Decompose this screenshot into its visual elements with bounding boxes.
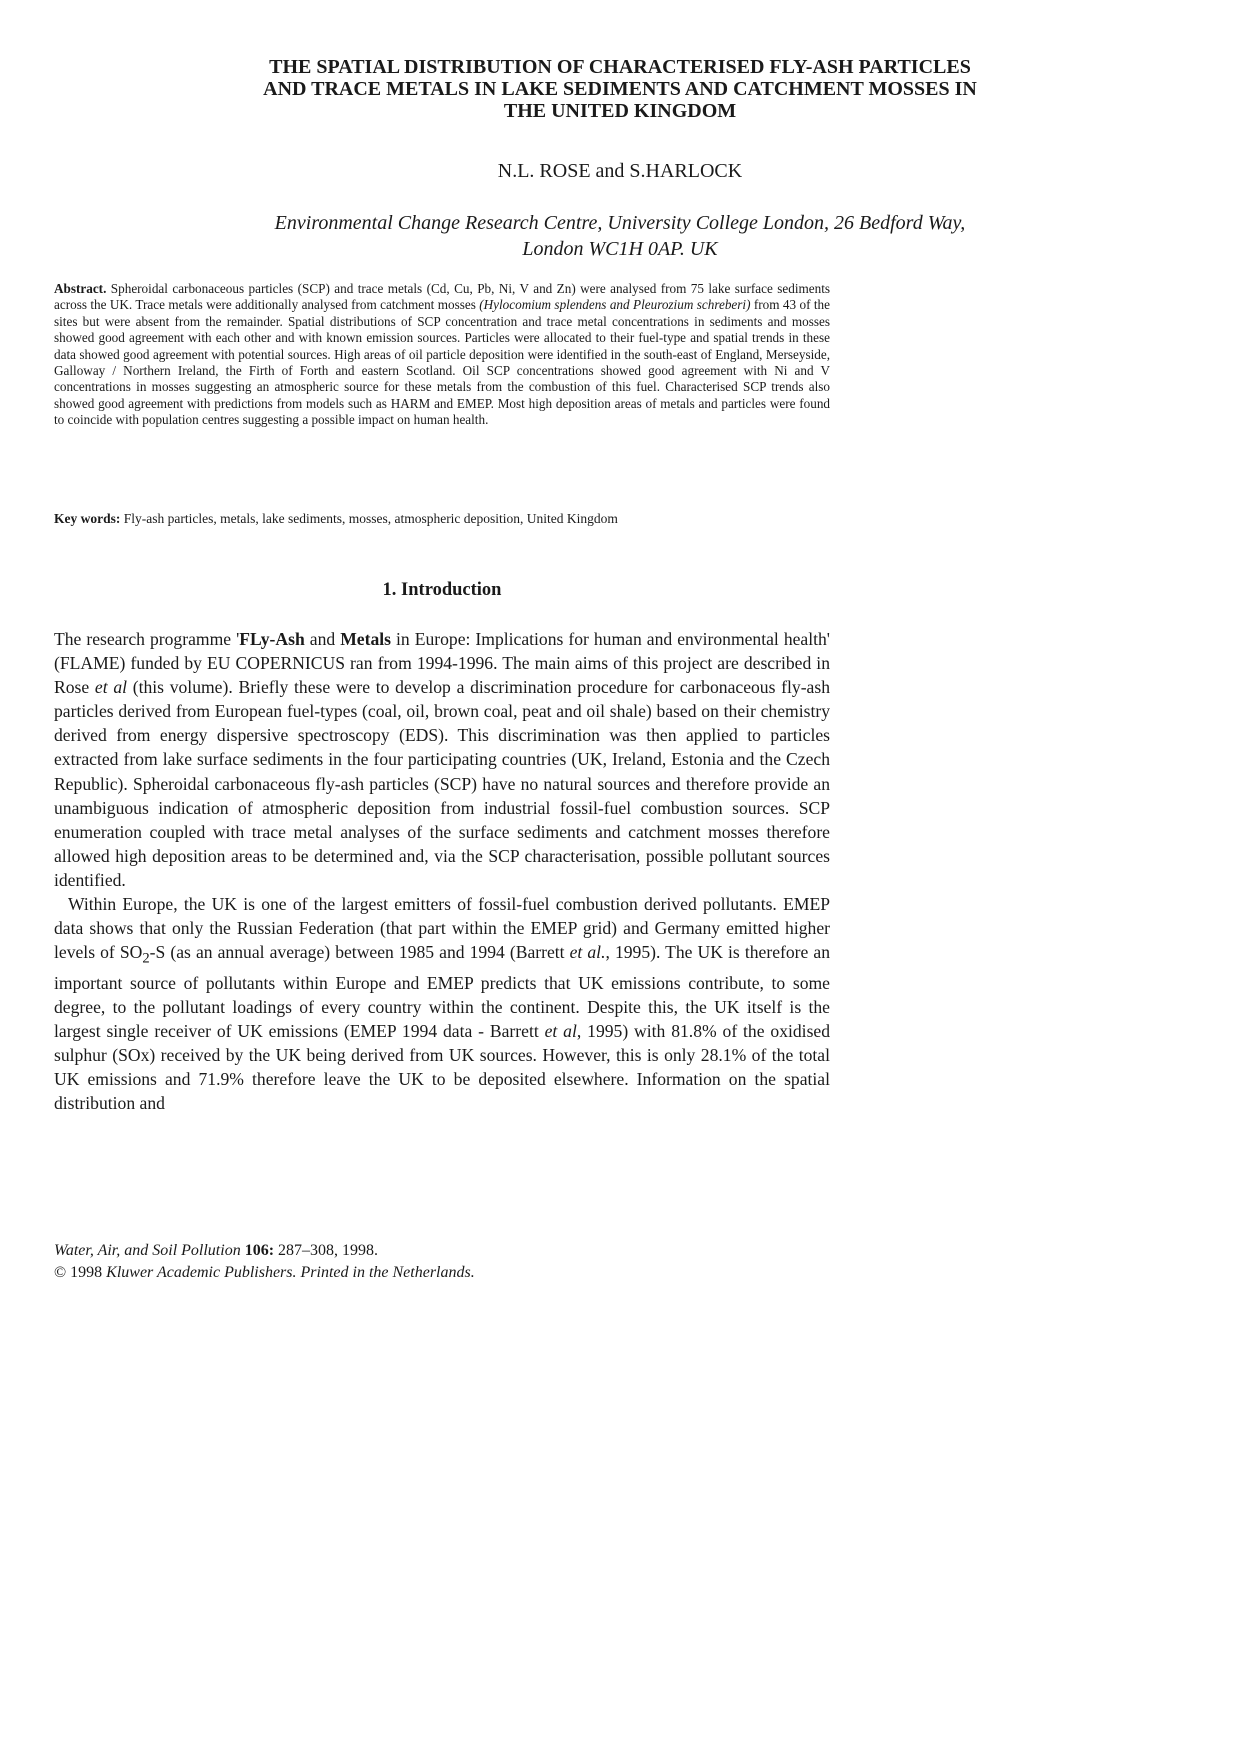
text-run: in Europe: Implications for human and environmental health' (FLAME) funded by EU COPERNICUS ran from 1994-1996. The main aims of this project are described in Rose xyxy=(54,629,830,698)
journal-name: Water, Air, and Soil Pollution xyxy=(54,1242,241,1259)
abstract-text: Spheroidal carbonaceous particles (SCP) and trace metals (Cd, Cu, Pb, Ni, V and Zn) were analysed from 75 lake surface sediments across the UK. Trace metals were additionally analysed from catchment mosses xyxy=(54,281,830,313)
authors: N.L. ROSE and S.HARLOCK xyxy=(497,160,743,182)
title-line: AND TRACE METALS IN LAKE SEDIMENTS AND CATCHMENT MOSSES IN xyxy=(263,78,977,100)
abstract-label: Abstract. xyxy=(54,281,107,296)
text-run: -S (as an annual average) between 1985 and 1994 (Barrett xyxy=(149,942,570,963)
publisher: Kluwer Academic Publishers. Printed in the Netherlands. xyxy=(106,1264,475,1281)
text-run: et al. xyxy=(569,942,606,963)
text-run: et al xyxy=(544,1021,577,1042)
text-run: FLy-Ash xyxy=(239,629,305,649)
abstract-species: (Hylocomium splendens and Pleurozium schreberi) xyxy=(479,297,751,313)
keywords-text: Fly-ash particles, metals, lake sediments, mosses, atmospheric deposition, United Kingdom xyxy=(120,511,618,526)
text-run: , 1995) with 81.8% of the oxidised sulphur (SOx) received by the UK being derived from UK sources. However, this is only 28.1% of the total UK emissions and 71.9% therefore leave the UK to be deposited elsewhere. Information on the spatial distribution and xyxy=(54,1021,831,1114)
journal-footer xyxy=(54,1240,475,1284)
volume: 106: xyxy=(244,1242,275,1259)
keywords xyxy=(54,511,830,527)
text-run: The research programme ' xyxy=(54,629,240,649)
section-heading: 1. Introduction xyxy=(382,580,502,600)
paper-title xyxy=(60,56,1180,122)
paragraph xyxy=(54,627,830,892)
text-run: et al xyxy=(94,677,128,698)
text-run: Within Europe, the UK is one of the largest emitters of fossil-fuel combustion derived pollutants. EMEP data shows that only the Russian Federation (that part within the EMEP grid) and Germany emitted higher levels of SO xyxy=(54,894,830,963)
text-run: , 1995). The UK is therefore an important source of pollutants within Europe and EMEP predicts that UK emissions contribute, to some degree, to the pollutant loadings of every country within the continent. Despite this, the UK itself is the largest single receiver of UK emissions (EMEP 1994 data - Barrett xyxy=(54,942,830,1042)
title-line: THE UNITED KINGDOM xyxy=(503,100,737,122)
copyright-line xyxy=(54,1262,475,1284)
text-run: Metals xyxy=(340,629,391,649)
text-run: (this volume). Briefly these were to develop a discrimination procedure for carbonaceous fly-ash particles derived from European fuel-types (coal, oil, brown coal, peat and oil shale) based on their chemistry derived from energy dispersive spectroscopy (EDS). This discrimination was then applied to particles extracted from lake surface sediments in the four participating countries (UK, Ireland, Estonia and the Czech Republic). Spheroidal carbonaceous fly-ash particles (SCP) have no natural sources and therefore provide an unambiguous indication of atmospheric deposition from industrial fossil-fuel combustion sources. SCP enumeration coupled with trace metal analyses of the surface sediments and catchment mosses therefore allowed high deposition areas to be determined and, via the SCP characterisation, possible pollutant sources identified. xyxy=(54,677,831,890)
pages: 287–308, 1998. xyxy=(274,1242,379,1259)
affiliation-line: London WC1H 0AP. UK xyxy=(522,238,718,260)
affiliation xyxy=(60,210,1180,262)
body-text xyxy=(54,627,830,1115)
text-run: and xyxy=(304,629,341,649)
affiliation-line: Environmental Change Research Centre, University College London, 26 Bedford Way, xyxy=(274,212,966,234)
abstract xyxy=(54,281,830,429)
keywords-label: Key words: xyxy=(54,511,121,526)
paragraph xyxy=(54,892,830,1115)
title-line: THE SPATIAL DISTRIBUTION OF CHARACTERISED FLY-ASH PARTICLES xyxy=(269,56,971,78)
copyright: © 1998 xyxy=(54,1264,107,1281)
citation-line xyxy=(54,1240,475,1262)
text-run: 2 xyxy=(142,950,150,967)
abstract-text: from 43 of the sites but were absent from the remainder. Spatial distributions of SCP concentration and trace metal concentrations in sediments and mosses showed good agreement with each other and with known emission sources. Particles were allocated to their fuel-type and spatial trends in these data showed good agreement with potential sources. High areas of oil particle deposition were identified in the south-east of England, Merseyside, Galloway / Northern Ireland, the Firth of Forth and eastern Scotland. Oil SCP concentrations showed good agreement with Ni and V concentrations in mosses suggesting an atmospheric source for these metals from the combustion of this fuel. Characterised SCP trends also showed good agreement with predictions from models such as HARM and EMEP. Most high deposition areas of metals and particles were found to coincide with population centres suggesting a possible impact on human health. xyxy=(54,297,830,428)
